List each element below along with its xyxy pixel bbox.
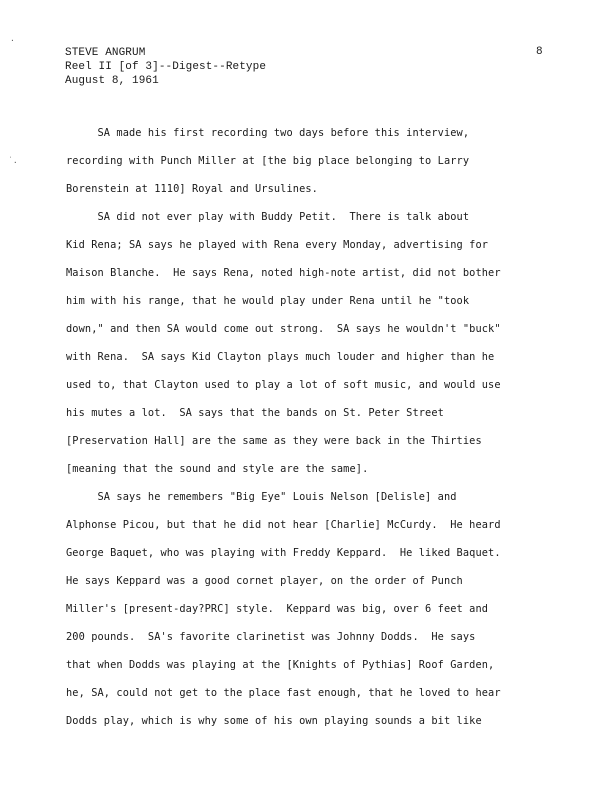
body-line: Alphonse Picou, but that he did not hear [Charlie] McCurdy. He heard <box>66 519 501 531</box>
body-line: down," and then SA would come out strong. SA says he wouldn't "buck" <box>66 323 501 335</box>
body-line: [meaning that the sound and style are the same]. <box>66 463 369 475</box>
body-line: Maison Blanche. He says Rena, noted high-note artist, did not bother <box>66 267 501 279</box>
body-line: recording with Punch Miller at [the big place belonging to Larry <box>66 155 470 167</box>
body-line: He says Keppard was a good cornet player, on the order of Punch <box>66 575 463 587</box>
reel-info: Reel II [of 3]--Digest--Retype <box>65 61 267 73</box>
interview-date: August 8, 1961 <box>65 75 159 87</box>
body-line: Dodds play, which is why some of his own playing sounds a bit like <box>66 715 482 727</box>
body-line: 200 pounds. SA's favorite clarinetist was Johnny Dodds. He says <box>66 631 476 643</box>
body-line: with Rena. SA says Kid Clayton plays much louder and higher than he <box>66 351 495 363</box>
body-line: he, SA, could not get to the place fast enough, that he loved to hear <box>66 687 501 699</box>
body-line: SA says he remembers "Big Eye" Louis Nelson [Delisle] and <box>66 491 457 503</box>
page-number: 8 <box>536 46 543 58</box>
interviewee-name: STEVE ANGRUM <box>65 47 146 59</box>
scan-mark: . <box>10 34 15 43</box>
body-line: George Baquet, who was playing with Freddy Keppard. He liked Baquet. <box>66 547 501 559</box>
body-line: [Preservation Hall] are the same as they were back in the Thirties <box>66 435 482 447</box>
body-line: Miller's [present-day?PRC] style. Keppard was big, over 6 feet and <box>66 603 489 615</box>
body-line: SA did not ever play with Buddy Petit. There is talk about <box>66 211 470 223</box>
document-header <box>65 46 266 88</box>
body-line: Kid Rena; SA says he played with Rena every Monday, advertising for <box>66 239 489 251</box>
body-line: that when Dodds was playing at the [Knights of Pythias] Roof Garden, <box>66 659 495 671</box>
body-line: SA made his first recording two days before this interview, <box>66 127 470 139</box>
body-line: his mutes a lot. SA says that the bands on St. Peter Street <box>66 407 444 419</box>
body-line: him with his range, that he would play under Rena until he "took <box>66 295 470 307</box>
body-line: used to, that Clayton used to play a lot of soft music, and would use <box>66 379 501 391</box>
scan-mark: ˙. <box>8 156 18 165</box>
body-line: Borenstein at 1110] Royal and Ursulines. <box>66 183 318 195</box>
